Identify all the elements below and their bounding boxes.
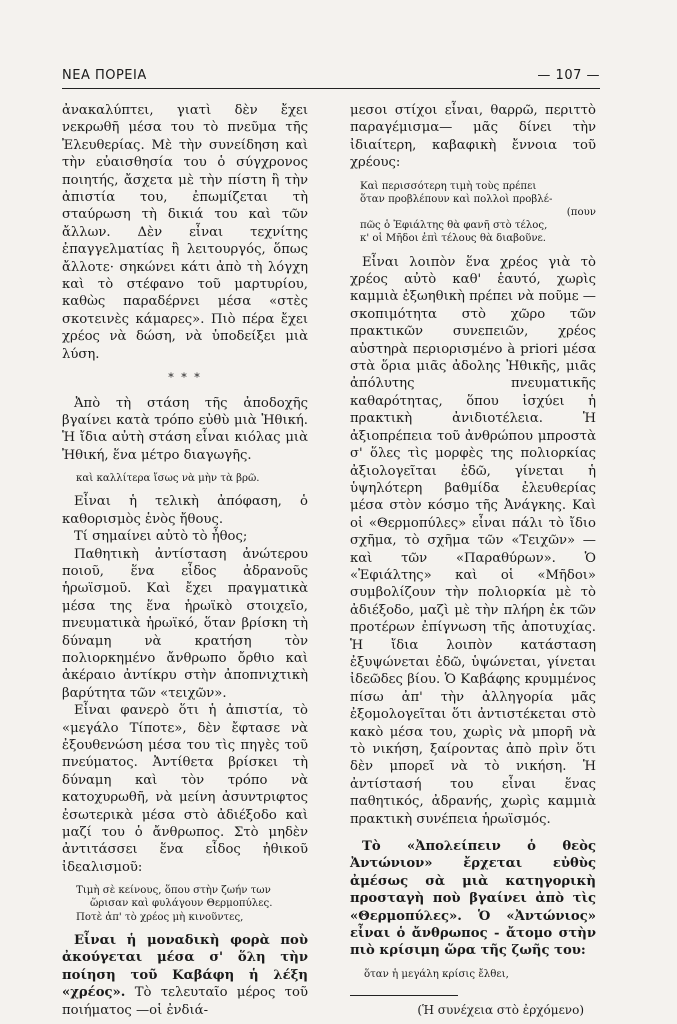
verse-line: (πουν (566, 207, 596, 219)
emphasis-text: Εἶναι ἡ μοναδικὴ φορὰ ποὺ ἀκούγεται μέσα σ' ὅλη τὴν ποίηση τοῦ Καβάφη ἡ λέξη «χρέος». (62, 932, 308, 1001)
verse-line: ὅταν προβλέπουν καὶ πολλοὶ προβλέ- (360, 193, 553, 205)
verse-line: Τιμὴ σὲ κείνους, ὅπου στὴν ζωήν των (76, 885, 271, 897)
paragraph: Τὸ «Ἀπολείπειν ὁ θεὸς Ἀντώνιον» ἔρχεται εὐθὺς ἀμέσως σὰ μιὰ κατηγορικὴ προσταγὴ ποὺ βγαίνει ἀπὸ τὶς «Θερμοπύλες». Ὁ «Ἀντώνιος» εἶναι ὁ ἄνθρωπος - ἄτομο στὴν πιὸ κρίσιμη ὥρα τῆς ζωῆς του: (350, 839, 596, 959)
verse-line: καὶ καλλίτερα ἴσως νὰ μὴν τὰ βρῶ. (76, 473, 260, 485)
paragraph: μεσοι στίχοι εἶναι, θαρρῶ, περιττὸ παραγέμισμα— μᾶς δίνει τὴν ἰδιαίτερη, καβαφικὴ ἔννοια τοῦ χρέους: (350, 103, 596, 171)
running-head (62, 68, 600, 83)
paragraph: Παθητικὴ ἀντίσταση ἀνώτερου ποιοῦ, ἕνα εἶδος ἀδρανοῦς ἡρωϊσμοῦ. Καὶ ἔχει πραγματικὰ μέσα της ἕνα ἡρωϊκὸ στοιχεῖο, πνευματικὰ ἡρωϊκό, ὅταν βρίσκη τὴ δύναμη νὰ κρατήση τὸν πολιορκημένο ἄνθρωπο ὄρθιο καὶ ἀκέραιο ἀντίκρυ στὴν ἀποπνιχτικὴ βαρύτητα τῶν «τειχῶν». (62, 546, 308, 701)
section-separator: * * * (168, 371, 202, 385)
continuation-note: (Ἡ συνέχεια στὸ ἐρχόμενο) (417, 1003, 584, 1018)
journal-title: ΝΕΑ ΠΟΡΕΙΑ (62, 68, 147, 83)
verse-quote (360, 180, 596, 246)
paragraph: Εἶναι ἡ τελικὴ ἀπόφαση, ὁ καθορισμὸς ἑνὸς ἤθους. (62, 494, 308, 527)
paragraph: Ἀπὸ τὴ στάση τῆς ἀποδοχῆς βγαίνει κατὰ τρόπο εὐθὺ μιὰ Ἠθική. Ἡ ἴδια αὐτὴ στάση εἶναι κιόλας μιὰ Ἠθική, ἕνα μέτρο διαγωγῆς. (62, 395, 308, 463)
header-rule (62, 88, 600, 89)
verse-quote (76, 472, 308, 485)
page-number: — 107 — (537, 68, 600, 83)
paragraph: Εἶναι λοιπὸν ἕνα χρέος γιὰ τὸ χρέος αὐτὸ καθ' ἑαυτό, χωρὶς καμμιὰ ἐξωηθικὴ πρέπει νὰ ποῦμε —σκοπιμότητα στὸ χῶρο τῶν πρακτικῶν συνεπειῶν, χρέος αὐστηρὰ περιορισμένο à priori μέσα στὰ ὅρια μιᾶς ἀδολης Ἠθικῆς, μιᾶς ἀπόλυτης πνευματικῆς καθαρότητας, ὅπου ἰσχύει ἡ πρακτικὴ ἀνιδιοτέλεια. Ἡ ἀξιοπρέπεια τοῦ ἀνθρώπου μπροστὰ σ' ὅλες τὶς μορφὲς της πολιορκίας ἀξιολογεῖται ἐδῶ, γίνεται ἡ ὑψηλότερη βαθμίδα ἐλευθερίας μέσα στὸν κόσμο τῆς Ἀνάγκης. Καὶ οἱ «Θερμοπύλες» εἶναι πάλι τὸ ἴδιο σχῆμα, τὸ σχῆμα τῶν «Τειχῶν» — καὶ τῶν «Παραθύρων». Ὁ «Ἐφιάλτης» καὶ οἱ «Μῆδοι» συμβολίζουν τὴν πολιορκία μὲ τὸ ἀδιέξοδο, μαζὶ μὲ τὴν πλήρη ἐκ τῶν προτέρων ἐπίγνωση τῆς ἀποτυχίας. Ἡ ἴδια λοιπὸν κατάσταση ἐξυψώνεται ἐδῶ, ὑψώνεται, γίνεται ἰδεῶδες βίου. Ὁ Καβάφης κρυμμένος πίσω ἀπ' τὴν ἀλληγορία μᾶς ἐξομολογεῖται ὅτι ἀντιστέκεται στὸ κακὸ μέσα του, χωρὶς νὰ μπορῆ νὰ τὸ νικήση, ξαίροντας ἀπὸ πρὶν ὅτι δὲν μπορεῖ νὰ τὸ νικήση. Ἡ ἀντίστασή του εἶναι ἕνας παθητικός, ἀδρανής, χωρὶς καμμιὰ πρακτικὴ συνέπεια ἡρωϊσμός. (350, 254, 596, 827)
verse-line: ὅταν ἡ μεγάλη κρίσις ἔλθει, (364, 968, 509, 980)
verse-line: Καὶ περισσότερη τιμὴ τοὺς πρέπει (360, 180, 537, 192)
continuation-rule (350, 995, 458, 996)
left-column (62, 102, 308, 1019)
verse-line: πῶς ὁ Ἐφιάλτης θὰ φανῆ στὸ τέλος, (360, 220, 548, 232)
verse-line: Ποτὲ ἀπ' τὸ χρέος μὴ κινοῦντες, (76, 911, 244, 923)
paragraph: ἀνακαλύπτει, γιατὶ δὲν ἔχει νεκρωθῆ μέσα του τὸ πνεῦμα τῆς Ἐλευθερίας. Μὲ τὴν συνείδηση καὶ τὴν εὐαισθησία του ὁ σύγχρονος ποιητής, ἄσχετα μὲ τὴν πίστη ἢ τὴν ἀπιστία του, ἐπωμίζεται τὴ σταύρωση τὴ δικιά του καὶ τῶν ἄλλων. Δὲν εἶναι τεχνίτης ἐπαγγελματίας ἢ λειτουργός, ὅπως ἄλλοτε· σηκώνει κάτι ἀπὸ τὴ λόγχη καὶ τὸ στέφανο τοῦ μαρτυρίου, καθὼς παραδέρνει μέσα «στὲς σκοτεινὲς κάμαρες». Πιὸ πέρα ἔχει χρέος νὰ δώση, νὰ ὑποδείξει μιὰ λύση. (62, 103, 308, 362)
paragraph-text: Τὸ τελευταῖο μέρος τοῦ ποιήματος —οἱ ἐνδιά- (62, 985, 308, 1018)
paragraph: Εἶναι φανερὸ ὅτι ἡ ἀπιστία, τὸ «μεγάλο Τίποτε», δὲν ἔφτασε νὰ ἐξουθενώση μέσα του τὶς πηγὲς τοῦ πνεύματος. Ἀντίθετα βρίσκει τὴ δύναμη καὶ τὸν τρόπο νὰ κατοχυρωθῆ, νὰ μείνη ἀσυντριφτος ἐσωτερικὰ μέσα στὸ ἀδιέξοδο καὶ μαζί του ὁ ἄνθρωπος. Στὸ μηδὲν ἀντιτάσσει ἕνα εἶδος ἠθικοῦ ἰδεαλισμοῦ: (62, 703, 308, 875)
verse-quote (364, 968, 596, 981)
right-column (350, 102, 596, 1020)
verse-line: κ' οἱ Μῆδοι ἐπὶ τέλους θὰ διαβοῦνε. (360, 233, 547, 245)
verse-line: ὥρισαν καὶ φυλάγουν Θερμοπύλες. (90, 898, 273, 910)
paragraph (62, 932, 308, 1019)
paragraph: Τί σημαίνει αὐτὸ τὸ ἦθος; (74, 529, 248, 545)
verse-quote (76, 884, 308, 924)
